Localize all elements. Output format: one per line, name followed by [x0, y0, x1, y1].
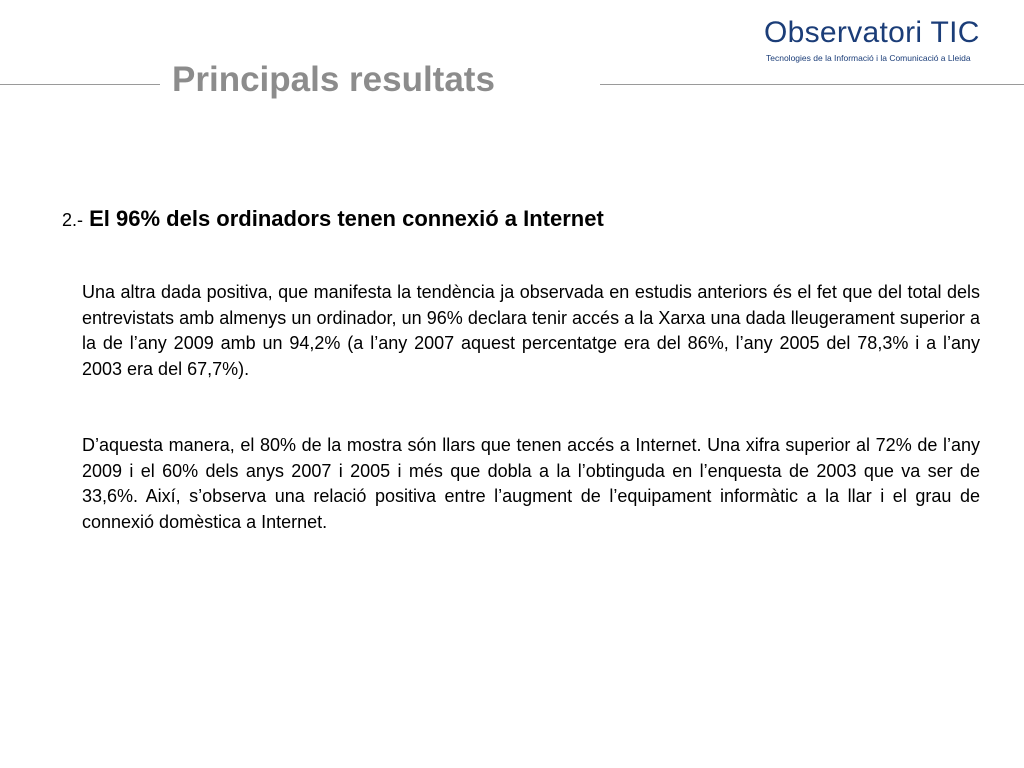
section-heading-text: El 96% dels ordinadors tenen connexió a Internet — [83, 206, 604, 231]
page-title: Principals resultats — [172, 60, 495, 99]
section-number: 2.- — [62, 210, 84, 230]
header-rule-right — [600, 84, 1024, 85]
observatori-tic-logo — [764, 14, 994, 68]
body-paragraph-2: D’aquesta manera, el 80% de la mostra són llars que tenen accés a Internet. Una xifra superior al 72% de l’any 2009 i el 60% dels anys 2007 i 2005 i més que dobla a la l’obtinguda en l’enquesta de 2003 que va ser de 33,6%. Així, s’observa una relació positiva entre l’augment de l’equipament informàtic a la llar i el grau de connexió domèstica a Internet. — [82, 435, 980, 532]
logo-name: Observatori TIC — [764, 16, 980, 49]
header-rule-left — [0, 84, 160, 85]
logo-tagline: Tecnologies de la Informació i la Comunicació a Lleida — [766, 53, 971, 63]
section-heading — [62, 204, 604, 235]
body-paragraph-1: Una altra dada positiva, que manifesta la tendència ja observada en estudis anteriors és el fet que del total dels entrevistats amb almenys un ordinador, un 96% declara tenir accés a la Xarxa una dada lleugerament superior a la de l’any 2009 amb un 94,2% (a l’any 2007 aquest percentatge era del 86%, l’any 2005 del 78,3% i a l’any 2003 era del 67,7%). — [82, 282, 980, 379]
